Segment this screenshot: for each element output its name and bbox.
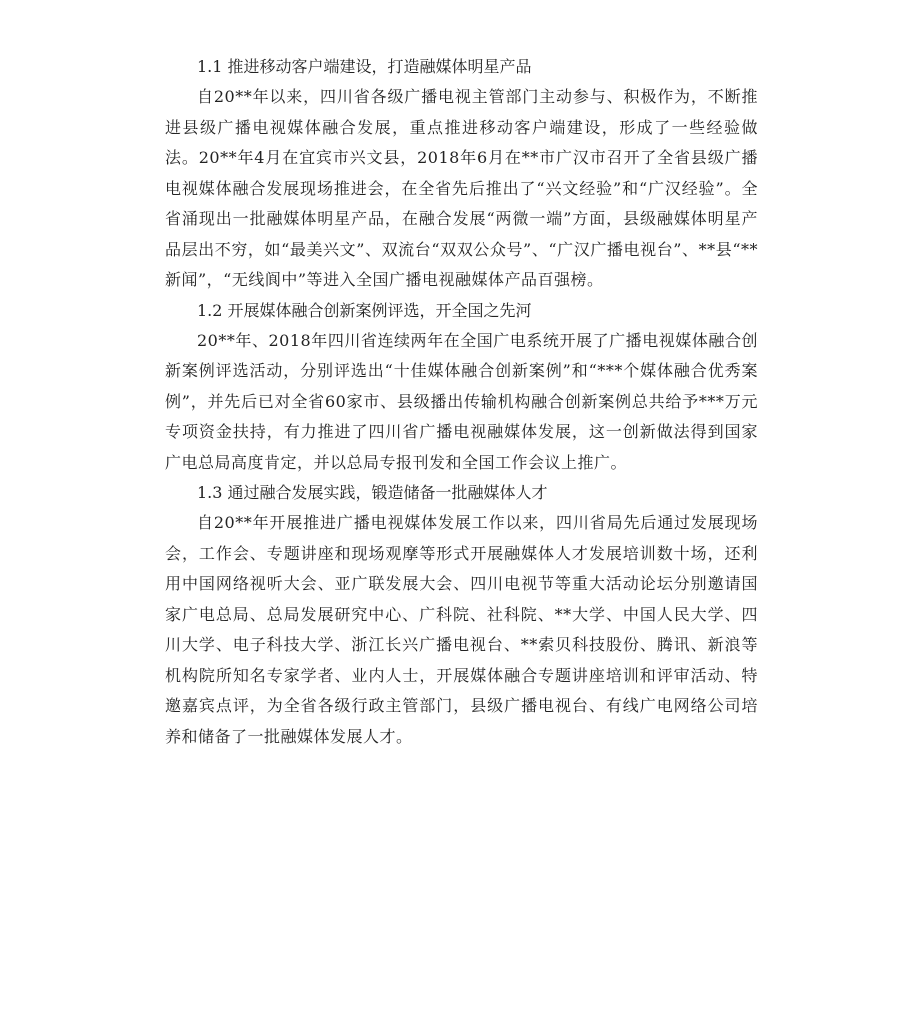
section-heading: 1.3 通过融合发展实践，锻造储备一批融媒体人才 [197,483,548,502]
section-heading: 1.2 开展媒体融合创新案例评选，开全国之先河 [197,300,532,320]
section-heading: 1.1 推进移动客户端建设，打造融媒体明星产品 [197,57,532,76]
section-paragraph: 自20**年开展推进广播电视媒体发展工作以来，四川省局先后通过发展现场会，工作会、专题讲座和现场观摩等形式开展融媒体人才发展培训数十场，还利用中国网络视听大会、亚广联发展大会、四川电视节等重大活动论坛分别邀请国家广电总局、总局发展研究中心、广科院、社科院、**大学、中国人民大学、四川大学、电子科技大学、浙江长兴广播电视台、**索贝科技股份、腾讯、新浪等机构院所知名专家学者、业内人士，开展媒体融合专题讲座培训和评审活动、特邀嘉宾点评，为全省各级行政主管部门，县级广播电视台、有线广电网络公司培养和储备了一批融媒体发展人才。 [165,513,758,746]
section-paragraph: 20**年、2018年四川省连续两年在全国广电系统开展了广播电视媒体融合创新案例评选活动，分别评选出“十佳媒体融合创新案例”和“***个媒体融合优秀案例”，并先后已对全省60家市、县级播出传输机构融合创新案例总共给予***万元专项资金扶持，有力推进了四川省广播电视融媒体发展，这一创新做法得到国家广电总局高度肯定，并以总局专报刊发和全国工作会议上推广。 [165,330,758,472]
section-1-3 [165,478,758,752]
section-paragraph: 自20**年以来，四川省各级广播电视主管部门主动参与、积极作为，不断推进县级广播电视媒体融合发展，重点推进移动客户端建设，形成了一些经验做法。20**年4月在宜宾市兴文县，2018年6月在**市广汉市召开了全省县级广播电视媒体融合发展现场推进会，在全省先后推出了“兴文经验”和“广汉经验”。全省涌现出一批融媒体明星产品，在融合发展“两微一端”方面，县级融媒体明星产品层出不穷，如“最美兴文”、双流台“双双公众号”、“广汉广播电视台”、**县“**新闻”，“无线阆中”等进入全国广播电视融媒体产品百强榜。 [165,87,758,289]
section-1-2 [165,296,758,479]
section-1-1 [165,52,758,296]
document-page [165,52,758,752]
